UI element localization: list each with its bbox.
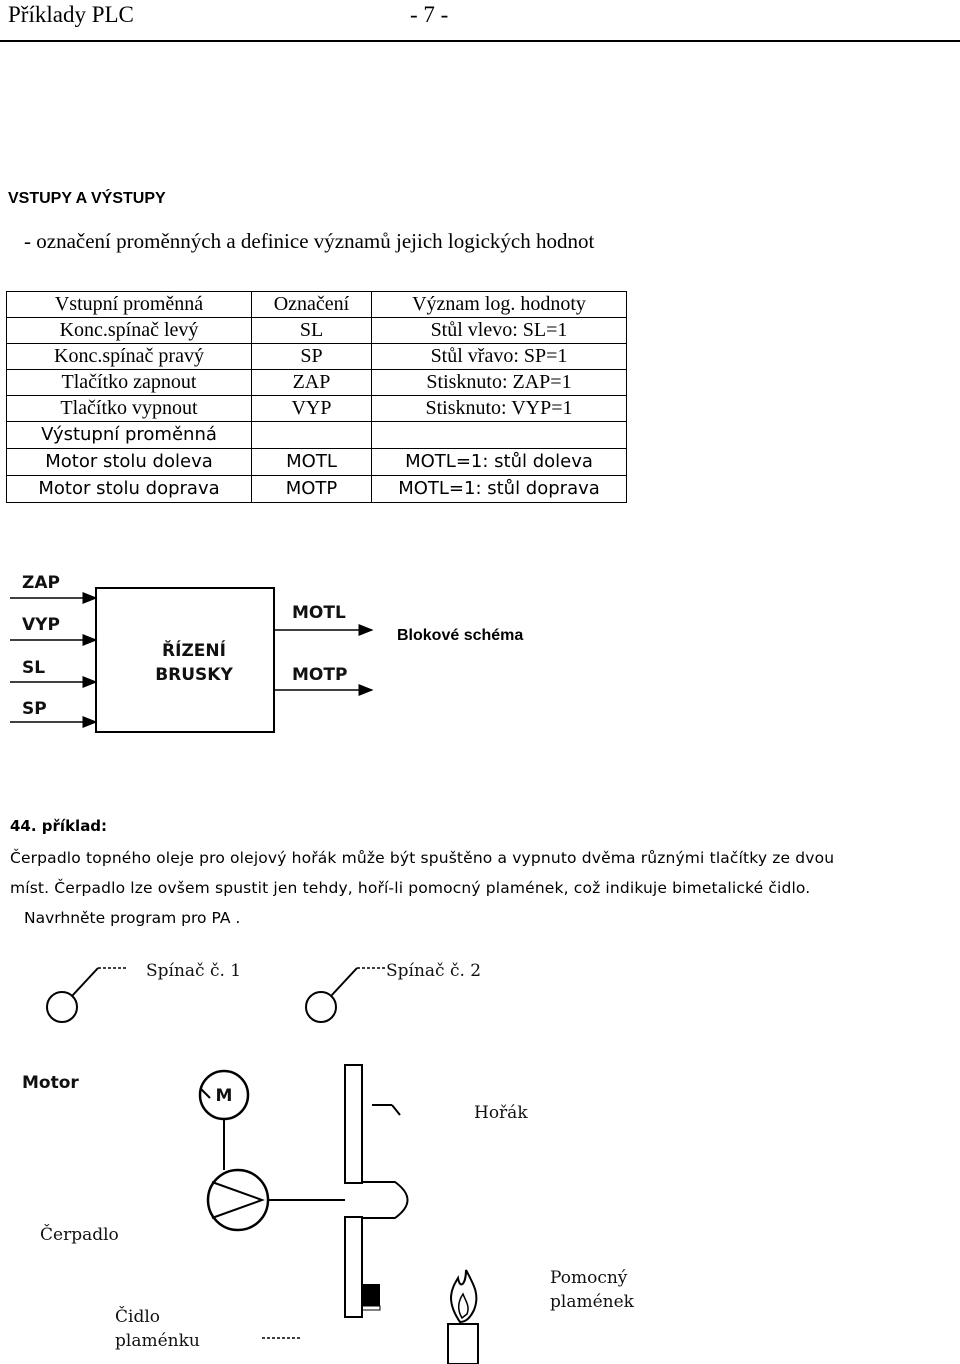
table-cell: Stisknuto: VYP=1 <box>372 396 627 422</box>
table-cell: Motor stolu doprava <box>7 476 252 503</box>
pump-label: Čerpadlo <box>40 1225 119 1245</box>
page-number: - 7 - <box>410 2 449 27</box>
io-table <box>6 291 627 503</box>
table-cell: Motor stolu doleva <box>7 449 252 476</box>
switch-2-symbol <box>306 968 385 1022</box>
table-row <box>7 318 627 344</box>
burner-symbol <box>345 1065 408 1317</box>
table-cell <box>252 422 372 449</box>
table-cell: Tlačítko vypnout <box>7 396 252 422</box>
table-cell: Konc.spínač levý <box>7 318 252 344</box>
table-cell: Význam log. hodnoty <box>372 292 627 318</box>
sensor-label-line2: plaménku <box>115 1331 200 1351</box>
table-cell: MOTL=1: stůl doleva <box>372 449 627 476</box>
header-title: Příklady PLC <box>8 2 134 27</box>
output-label-motp: MOTP <box>292 665 348 685</box>
table-cell: Označení <box>252 292 372 318</box>
table-cell: Stůl vřavo: SP=1 <box>372 344 627 370</box>
table-row <box>7 370 627 396</box>
table-cell: Stůl vlevo: SL=1 <box>372 318 627 344</box>
table-cell: SL <box>252 318 372 344</box>
example-title: 44. příklad: <box>10 817 108 835</box>
input-label-sp: SP <box>22 699 47 719</box>
motor-label: Motor <box>22 1073 79 1093</box>
example-text-line3: Navrhněte program pro PA . <box>24 909 241 927</box>
table-cell: ZAP <box>252 370 372 396</box>
switch-2-label: Spínač č. 2 <box>386 961 482 981</box>
table-row <box>7 476 627 503</box>
table-cell: MOTL=1: stůl doprava <box>372 476 627 503</box>
box-label-line2: BRUSKY <box>155 665 233 685</box>
box-label-line1: ŘÍZENÍ <box>162 641 226 661</box>
input-label-sl: SL <box>22 658 46 678</box>
table-row <box>7 396 627 422</box>
input-label-vyp: VYP <box>22 615 60 635</box>
table-cell: Konc.spínač pravý <box>7 344 252 370</box>
section-title: VSTUPY A VÝSTUPY <box>8 190 166 207</box>
table-cell: Stisknuto: ZAP=1 <box>372 370 627 396</box>
table-cell: SP <box>252 344 372 370</box>
table-cell: Tlačítko zapnout <box>7 370 252 396</box>
table-row <box>7 344 627 370</box>
input-label-zap: ZAP <box>22 573 60 593</box>
table-cell: Vstupní proměnná <box>7 292 252 318</box>
pilot-flame-label-line1: Pomocný <box>550 1268 628 1288</box>
burner-label: Hořák <box>474 1103 528 1123</box>
table-cell: MOTP <box>252 476 372 503</box>
pilot-flame-symbol <box>448 1270 478 1364</box>
table-row <box>7 292 627 318</box>
table-cell <box>372 422 627 449</box>
pump-symbol <box>208 1170 345 1230</box>
switch-1-label: Spínač č. 1 <box>146 961 242 981</box>
pilot-flame-label-line2: plamének <box>550 1292 634 1312</box>
output-label-motl: MOTL <box>292 603 346 623</box>
table-cell: MOTL <box>252 449 372 476</box>
example-text-line2: míst. Čerpadlo lze ovšem spustit jen tehdy, hoří-li pomocný plamének, což indikuje bimetalické čidlo. <box>10 879 811 897</box>
table-cell: VYP <box>252 396 372 422</box>
block-diagram-caption: Blokové schéma <box>397 627 524 644</box>
motor-symbol-letter: M <box>215 1086 233 1106</box>
switch-1-symbol <box>47 968 128 1022</box>
pump-diagram <box>0 950 700 1364</box>
block-diagram <box>0 560 560 750</box>
section-subtitle: - označení proměnných a definice významů jejich logických hodnot <box>24 229 595 253</box>
header-rule <box>0 40 960 42</box>
sensor-label-line1: Čidlo <box>115 1307 160 1327</box>
table-cell: Výstupní proměnná <box>7 422 252 449</box>
table-row <box>7 422 627 449</box>
table-row <box>7 449 627 476</box>
example-text-line1: Čerpadlo topného oleje pro olejový hořák může být spuštěno a vypnuto dvěma různými tlačítky ze dvou <box>10 849 835 867</box>
